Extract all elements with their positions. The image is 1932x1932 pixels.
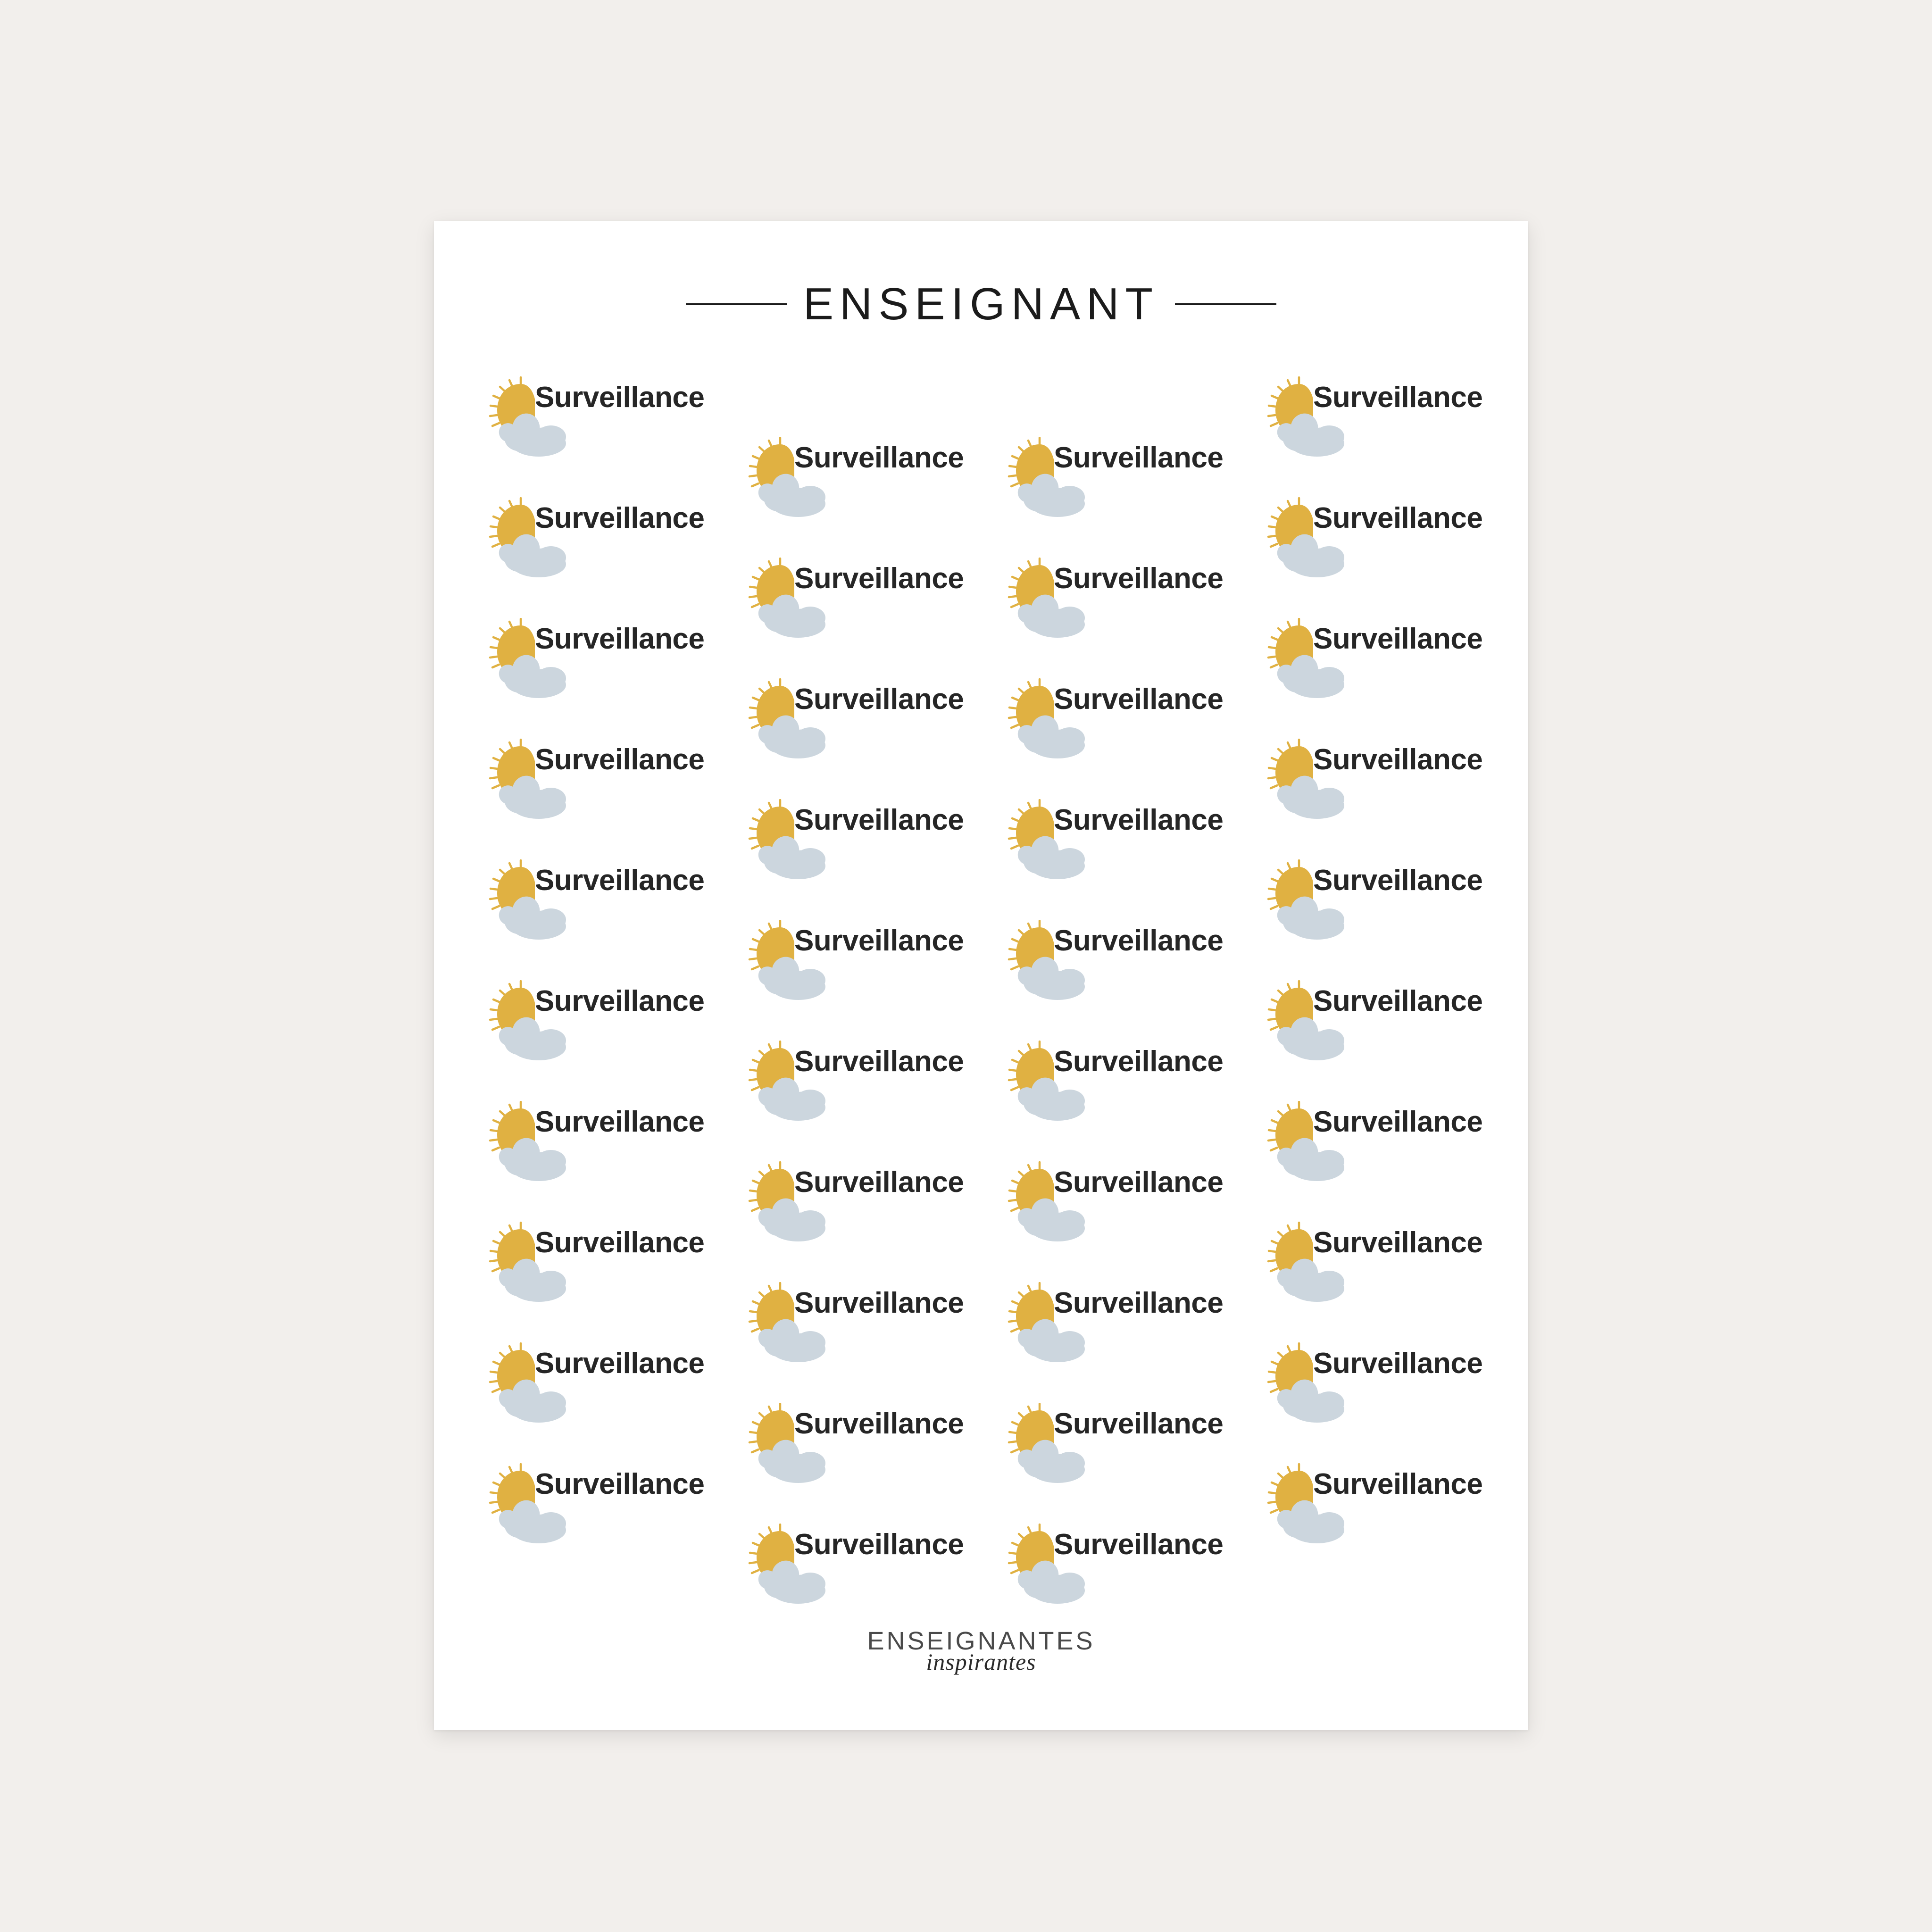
sticker-item[interactable] [486,739,736,849]
sticker-label: Surveillance [794,1407,964,1440]
sticker-item[interactable] [486,497,736,608]
sticker-label: Surveillance [1313,381,1483,414]
sticker-label: Surveillance [535,1226,705,1259]
sticker-item[interactable] [1264,1342,1514,1453]
sticker-label: Surveillance [1054,1528,1224,1561]
sticker-sheet [434,221,1528,1730]
sticker-item[interactable] [745,1524,995,1634]
sticker-label: Surveillance [1313,1468,1483,1500]
sticker-label: Surveillance [1054,924,1224,957]
sticker-label: Surveillance [794,924,964,957]
sticker-item[interactable] [1005,558,1255,668]
sticker-item[interactable] [745,1282,995,1393]
sticker-item[interactable] [745,678,995,789]
sticker-label: Surveillance [1054,1166,1224,1199]
sticker-label: Surveillance [535,985,705,1017]
sticker-item[interactable] [745,1041,995,1151]
sticker-label: Surveillance [1313,864,1483,897]
sticker-item[interactable] [1264,618,1514,729]
sticker-label: Surveillance [535,623,705,655]
sticker-label: Surveillance [1054,804,1224,836]
sticker-item[interactable] [1005,1161,1255,1272]
sticker-label: Surveillance [535,1106,705,1138]
sticker-label: Surveillance [794,1045,964,1078]
sticker-label: Surveillance [1054,1407,1224,1440]
sticker-item[interactable] [1005,437,1255,548]
sticker-item[interactable] [1264,739,1514,849]
sticker-item[interactable] [486,618,736,729]
sticker-item[interactable] [1005,678,1255,789]
sticker-label: Surveillance [794,683,964,716]
sticker-label: Surveillance [1313,623,1483,655]
brand-logo [434,1628,1528,1674]
sticker-item[interactable] [745,437,995,548]
sticker-item[interactable] [486,1342,736,1453]
sticker-item[interactable] [1264,1101,1514,1212]
sticker-label: Surveillance [1054,683,1224,716]
sticker-label: Surveillance [1313,1347,1483,1380]
sticker-label: Surveillance [535,381,705,414]
sticker-label: Surveillance [1313,985,1483,1017]
sticker-item[interactable] [486,376,736,487]
sticker-label: Surveillance [535,864,705,897]
sticker-label: Surveillance [1054,1287,1224,1319]
sticker-grid [434,221,1528,1730]
sticker-label: Surveillance [1313,1106,1483,1138]
sticker-label: Surveillance [1054,1045,1224,1078]
brand-name-secondary: inspirantes [926,1649,1036,1675]
sticker-item[interactable] [486,1222,736,1332]
sticker-item[interactable] [486,1101,736,1212]
sticker-item[interactable] [1264,980,1514,1091]
sticker-label: Surveillance [1313,743,1483,776]
sticker-item[interactable] [486,980,736,1091]
sticker-label: Surveillance [1054,441,1224,474]
sticker-item[interactable] [745,1403,995,1514]
sticker-item[interactable] [1264,497,1514,608]
sticker-item[interactable] [745,1161,995,1272]
sticker-label: Surveillance [1313,1226,1483,1259]
sticker-label: Surveillance [535,743,705,776]
sticker-label: Surveillance [535,502,705,534]
sticker-label: Surveillance [794,1166,964,1199]
sticker-item[interactable] [745,799,995,910]
sticker-item[interactable] [1264,376,1514,487]
sticker-label: Surveillance [794,562,964,595]
sticker-item[interactable] [1264,1463,1514,1574]
sticker-item[interactable] [1005,1041,1255,1151]
page-title: ENSEIGNANT [803,279,1159,329]
sticker-label: Surveillance [794,1287,964,1319]
sticker-item[interactable] [486,859,736,970]
sticker-item[interactable] [1264,1222,1514,1332]
brand-name-primary: ENSEIGNANTES [867,1627,1095,1655]
sticker-item[interactable] [1264,859,1514,970]
sticker-item[interactable] [486,1463,736,1574]
sticker-label: Surveillance [1054,562,1224,595]
sticker-item[interactable] [1005,1282,1255,1393]
sticker-item[interactable] [1005,920,1255,1031]
sticker-label: Surveillance [535,1468,705,1500]
sticker-item[interactable] [1005,1524,1255,1634]
sticker-label: Surveillance [535,1347,705,1380]
sticker-item[interactable] [1005,799,1255,910]
sticker-label: Surveillance [794,1528,964,1561]
sticker-label: Surveillance [1313,502,1483,534]
sticker-item[interactable] [745,558,995,668]
sticker-label: Surveillance [794,441,964,474]
sticker-item[interactable] [1005,1403,1255,1514]
sticker-item[interactable] [745,920,995,1031]
sticker-label: Surveillance [794,804,964,836]
